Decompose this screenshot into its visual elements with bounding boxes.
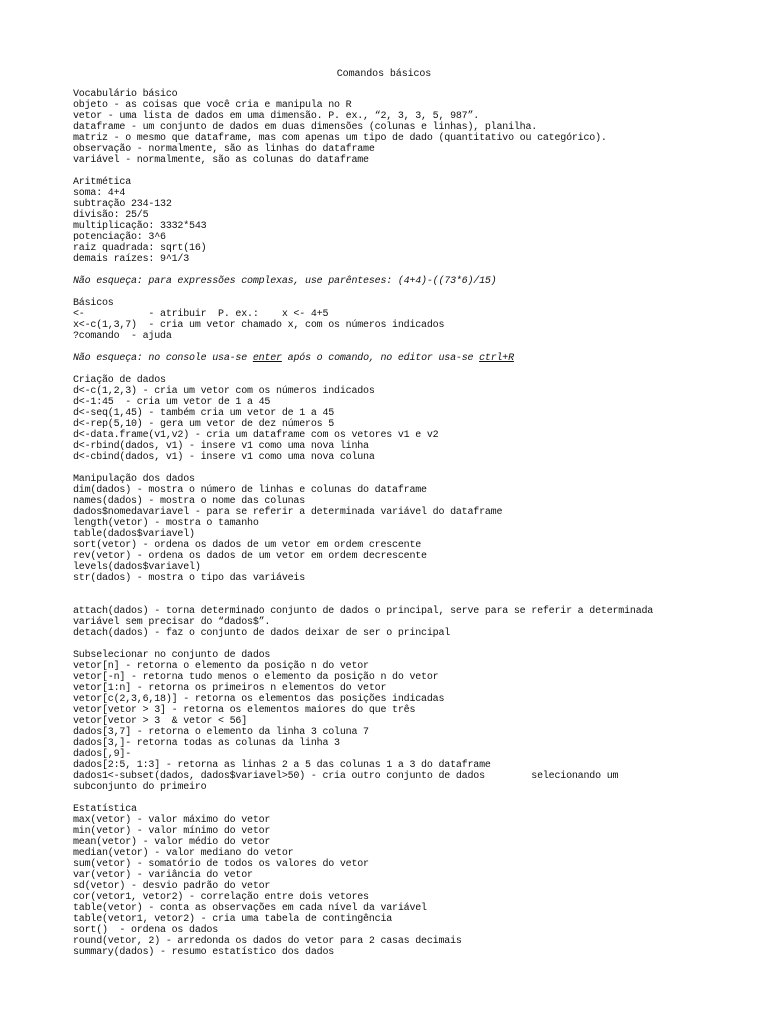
note-text: Não esqueça: no console usa-se bbox=[73, 353, 253, 364]
text-line: round(vetor, 2) - arredonda os dados do vetor para 2 casas decimais bbox=[73, 936, 462, 947]
text-line: vetor[vetor > 3] - retorna os elementos maiores do que três bbox=[73, 705, 416, 716]
text-line: d<-1:45 - cria um vetor de 1 a 45 bbox=[73, 397, 271, 408]
text-line: length(vetor) - mostra o tamanho bbox=[73, 518, 259, 529]
text-line: subconjunto do primeiro bbox=[73, 782, 207, 793]
text-line: observação - normalmente, são as linhas do dataframe bbox=[73, 144, 375, 155]
text-line: sum(vetor) - somatório de todos os valores do vetor bbox=[73, 859, 369, 870]
spacer bbox=[73, 463, 763, 474]
text-line: subtração 234-132 bbox=[73, 199, 172, 210]
section-heading: Vocabulário básico bbox=[73, 89, 178, 100]
spacer bbox=[73, 287, 763, 298]
text-line: d<-c(1,2,3) - cria um vetor com os números indicados bbox=[73, 386, 375, 397]
spacer bbox=[73, 342, 763, 353]
text-line: dataframe - um conjunto de dados em duas dimensões (colunas e linhas), planilha. bbox=[73, 122, 538, 133]
text-line: d<-cbind(dados, v1) - insere v1 como uma nova coluna bbox=[73, 452, 375, 463]
text-line: sd(vetor) - desvio padrão do vetor bbox=[73, 881, 271, 892]
text-line: mean(vetor) - valor médio do vetor bbox=[73, 837, 271, 848]
spacer bbox=[73, 584, 763, 606]
text-line: multiplicação: 3332*543 bbox=[73, 221, 207, 232]
text-line: dados[2:5, 1:3] - retorna as linhas 2 a 5 das colunas 1 a 3 do dataframe bbox=[73, 760, 491, 771]
spacer bbox=[73, 364, 763, 375]
text-line: vetor - uma lista de dados em uma dimensão. P. ex., “2, 3, 3, 5, 987”. bbox=[73, 111, 480, 122]
text-line: table(dados$variavel) bbox=[73, 529, 195, 540]
section-heading: Subselecionar no conjunto de dados bbox=[73, 650, 271, 661]
text-line: var(vetor) - variância do vetor bbox=[73, 870, 253, 881]
section-heading: Criação de dados bbox=[73, 375, 166, 386]
text-line: d<-rbind(dados, v1) - insere v1 como uma nova linha bbox=[73, 441, 369, 452]
section-manipulacao bbox=[73, 474, 763, 639]
text-line: attach(dados) - torna determinado conjunto de dados o principal, serve para se referir a determinada bbox=[73, 606, 654, 617]
text-line: rev(vetor) - ordena os dados de um vetor em ordem decrescente bbox=[73, 551, 427, 562]
text-line: potenciação: 3^6 bbox=[73, 232, 166, 243]
text-line: str(dados) - mostra o tipo das variáveis bbox=[73, 573, 306, 584]
text-line: dim(dados) - mostra o número de linhas e colunas do dataframe bbox=[73, 485, 427, 496]
note-line: Não esqueça: para expressões complexas, use parênteses: (4+4)-((73*6)/15) bbox=[73, 276, 497, 287]
enter-key-text: enter bbox=[252, 353, 282, 364]
section-aritmetica bbox=[73, 177, 763, 287]
text-line: d<-seq(1,45) - também cria um vetor de 1 a 45 bbox=[73, 408, 335, 419]
section-heading: Estatística bbox=[73, 804, 137, 815]
text-line: sort(vetor) - ordena os dados de um vetor em ordem crescente bbox=[73, 540, 422, 551]
text-line: raiz quadrada: sqrt(16) bbox=[73, 243, 207, 254]
document-body bbox=[73, 89, 763, 958]
text-line: dados1<-subset(dados, dados$variavel>50) - cria outro conjunto de dados selecionando um bbox=[73, 771, 619, 782]
text-line: divisão: 25/5 bbox=[73, 210, 149, 221]
note-line bbox=[73, 353, 763, 364]
text-line: sort() - ordena os dados bbox=[73, 925, 219, 936]
text-line: table(vetor1, vetor2) - cria uma tabela de contingência bbox=[73, 914, 393, 925]
text-line: max(vetor) - valor máximo do vetor bbox=[73, 815, 271, 826]
spacer bbox=[73, 639, 763, 650]
text-line: objeto - as coisas que você cria e manipula no R bbox=[73, 100, 352, 111]
text-line: vetor[1:n] - retorna os primeiros n elementos do vetor bbox=[73, 683, 387, 694]
spacer bbox=[73, 166, 763, 177]
text-line: d<-rep(5,10) - gera um vetor de dez números 5 bbox=[73, 419, 335, 430]
text-line: dados$nomedavariavel - para se referir a determinada variável do dataframe bbox=[73, 507, 503, 518]
text-line: names(dados) - mostra o nome das colunas bbox=[73, 496, 306, 507]
section-subselecionar bbox=[73, 650, 763, 793]
section-heading: Básicos bbox=[73, 298, 114, 309]
text-line: ?comando - ajuda bbox=[73, 331, 172, 342]
spacer bbox=[73, 265, 763, 276]
text-line: summary(dados) - resumo estatístico dos dados bbox=[73, 947, 335, 958]
section-vocabulario bbox=[73, 89, 763, 166]
text-line: matriz - o mesmo que dataframe, mas com apenas um tipo de dado (quantitativo ou categórico). bbox=[73, 133, 607, 144]
text-line: cor(vetor1, vetor2) - correlação entre dois vetores bbox=[73, 892, 369, 903]
note-text: após o comando, no editor usa-se bbox=[281, 353, 480, 364]
section-heading: Manipulação dos dados bbox=[73, 474, 195, 485]
text-line: demais raízes: 9^1/3 bbox=[73, 254, 190, 265]
text-line: <- - atribuir P. ex.: x <- 4+5 bbox=[73, 309, 329, 320]
text-line: vetor[vetor > 3 & vetor < 56] bbox=[73, 716, 248, 727]
text-line: dados[3,7] - retorna o elemento da linha 3 coluna 7 bbox=[73, 727, 369, 738]
text-line: levels(dados$variavel) bbox=[73, 562, 201, 573]
text-line: median(vetor) - valor mediano do vetor bbox=[73, 848, 294, 859]
text-line: dados[3,]- retorna todas as colunas da linha 3 bbox=[73, 738, 340, 749]
text-line: soma: 4+4 bbox=[73, 188, 126, 199]
text-line: dados[,9]- bbox=[73, 749, 132, 760]
text-line: min(vetor) - valor mínimo do vetor bbox=[73, 826, 271, 837]
text-line: table(vetor) - conta as observações em cada nível da variável bbox=[73, 903, 427, 914]
section-criacao bbox=[73, 375, 763, 463]
ctrl-r-key-text: ctrl+R bbox=[479, 353, 514, 364]
text-line: vetor[n] - retorna o elemento da posição n do vetor bbox=[73, 661, 369, 672]
text-line: x<-c(1,3,7) - cria um vetor chamado x, com os números indicados bbox=[73, 320, 445, 331]
page-title: Comandos básicos bbox=[336, 69, 432, 80]
section-estatistica bbox=[73, 804, 763, 958]
text-line: variável - normalmente, são as colunas do dataframe bbox=[73, 155, 369, 166]
text-line: vetor[-n] - retorna tudo menos o elemento da posição n do vetor bbox=[73, 672, 439, 683]
section-heading: Aritmética bbox=[73, 177, 132, 188]
text-line: detach(dados) - faz o conjunto de dados deixar de ser o principal bbox=[73, 628, 451, 639]
spacer bbox=[73, 793, 763, 804]
text-line: vetor[c(2,3,6,18)] - retorna os elementos das posições indicadas bbox=[73, 694, 445, 705]
text-line: variável sem precisar do “dados$”. bbox=[73, 617, 271, 628]
section-basicos bbox=[73, 298, 763, 364]
text-line: d<-data.frame(v1,v2) - cria um dataframe com os vetores v1 e v2 bbox=[73, 430, 439, 441]
